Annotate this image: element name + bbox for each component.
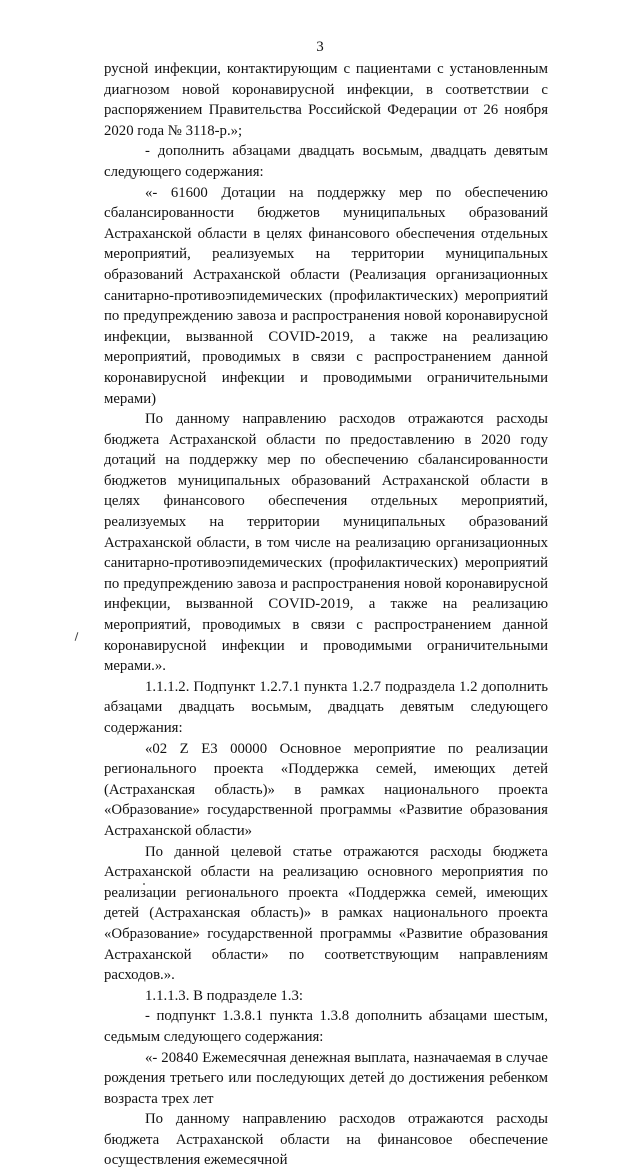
paragraph-code-02ZE300000: «02 Z E3 00000 Основное мероприятие по реализации регионального проекта «Поддержка семей, имеющих детей (Астраханская область)» в рамках национального проекта «Образование» государственной программы «Развитие образования Астраханской области»	[104, 740, 548, 839]
paragraph-item-1-1-1-3: 1.1.1.3. В подразделе 1.3:	[145, 987, 303, 1004]
page-number: 3	[316, 39, 324, 55]
scan-artifact-mark	[75, 632, 79, 641]
paragraph-code-20840: «- 20840 Ежемесячная денежная выплата, назначаемая в случае рождения третьего или последующих детей до достижения ребенком возраста трех лет	[104, 1049, 548, 1107]
paragraph-continuation: русной инфекции, контактирующим с пациентами с установленным диагнозом новой коронавирусной инфекции, в соответствии с распоряжением Правительства Российской Федерации от 26 ноября 2020 года № 3118-р.»;	[104, 61, 548, 139]
paragraph-02ZE3-description: По данной целевой статье отражаются расходы бюджета Астраханской области на реализацию основного мероприятия по реализации регионального проекта «Поддержка семей, имеющих детей (Астраханская область)» в рамках национального проекта «Образование» государственной программы «Развитие образования Астраханской области» по соответствующим направлениям расходов.».	[104, 843, 548, 984]
paragraph-code-61600: «- 61600 Дотации на поддержку мер по обеспечению сбалансированности бюджетов муниципальных образований Астраханской области в целях финансового обеспечения отдельных мероприятий, реализуемых на территории муниципальных образований Астраханской области (Реализация организационных санитарно-противоэпидемических (профилактических) мероприятий по предупреждению завоза и распространения новой коронавирусной инфекции, вызванной COVID-2019, а также на реализацию мероприятий, проводимых в связи с распространением данной коронавирусной инфекции и проводимыми ограничительными мерами)	[104, 184, 548, 407]
paragraph-subitem-1-3-8-1: - подпункт 1.3.8.1 пункта 1.3.8 дополнить абзацами шестым, седьмым следующего содержания:	[104, 1008, 548, 1045]
scan-artifact-dot	[143, 883, 145, 885]
paragraph-item-1-1-1-2: 1.1.1.2. Подпункт 1.2.7.1 пункта 1.2.7 подраздела 1.2 дополнить абзацами двадцать восьмым, двадцать девятым следующего содержания:	[104, 678, 548, 736]
paragraph-61600-description: По данному направлению расходов отражаются расходы бюджета Астраханской области по предоставлению в 2020 году дотаций на поддержку мер по обеспечению сбалансированности бюджетов муниципальных образований Астраханской области в целях финансового обеспечения отдельных мероприятий, реализуемых на территории муниципальных образований Астраханской области, в том числе на реализацию организационных санитарно-противоэпидемических (профилактических) мероприятий по предупреждению завоза и распространения новой коронавирусной инфекции, вызванной COVID-2019, а также на реализацию мероприятий, проводимых в связи с распространением данной коронавирусной инфекции и проводимыми ограничительными мерами.».	[104, 411, 548, 675]
paragraph-add-instruction: - дополнить абзацами двадцать восьмым, двадцать девятым следующего содержания:	[104, 143, 548, 180]
paragraph-20840-description: По данному направлению расходов отражаются расходы бюджета Астраханской области на финансовое обеспечение осуществления ежемесячной	[104, 1111, 548, 1169]
document-body	[104, 59, 548, 1171]
